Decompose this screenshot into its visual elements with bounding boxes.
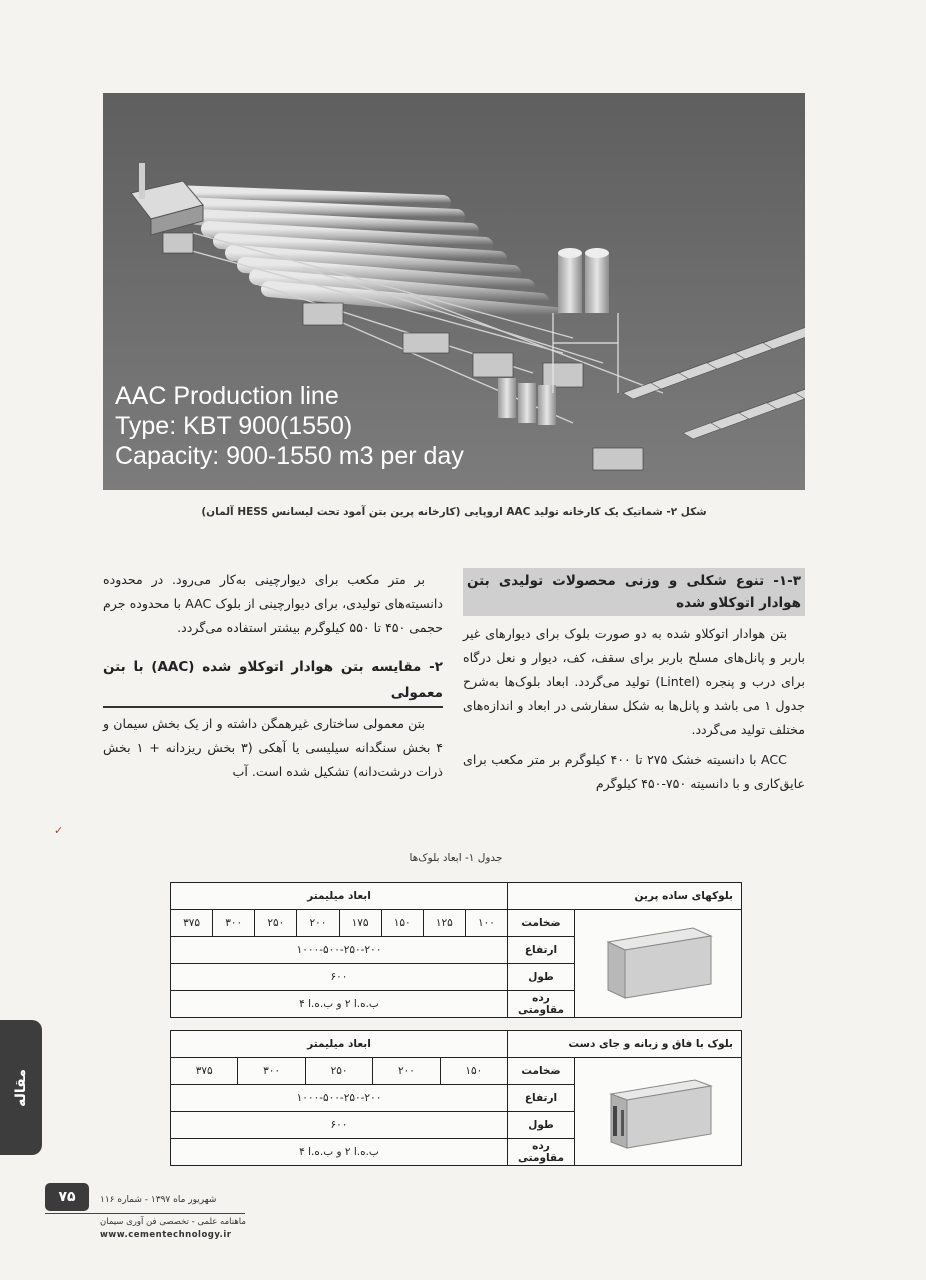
row-label-height: ارتفاع	[508, 1085, 575, 1112]
block-dimensions-table-tongue-groove	[170, 1030, 742, 1166]
margin-mark: ✓	[54, 824, 64, 837]
row-label-length: طول	[508, 964, 575, 991]
plain-block-image	[575, 910, 742, 1018]
thickness-cell: ۲۵۰	[255, 910, 297, 937]
section-side-tab	[0, 1020, 42, 1155]
section-heading-2: ۲- مقایسه بتن هوادار اتوکلاو شده (AAC) با بتن معمولی	[103, 654, 443, 708]
thickness-cell: ۲۰۰	[373, 1058, 440, 1085]
paragraph: بتن هوادار اتوکلاو شده به دو صورت بلوک برای دیوارهای غیر باربر و پانل‌های مسلح باربر برای سقف، کف، دیوار و نعل درگاه برای درب و پنجره (Lintel) تولید می‌گردد. ابعاد بلوک‌ها به‌شرح جدول ۱ می باشد و پانل‌ها به شکل سفارشی در ابعاد و اندازه‌های مختلف تولید می‌گردد.	[463, 626, 805, 737]
footer-url: www.cementechnology.ir	[100, 1230, 232, 1240]
row-label-class: رده مقاومتی	[508, 1139, 575, 1166]
figure-overlay-text	[115, 381, 464, 471]
table2-header: ابعاد میلیمتر	[171, 1031, 508, 1058]
thickness-cell: ۳۷۵	[171, 910, 213, 937]
class-cell: ب.ه.ا ۲ و ب.ه.ا ۴	[171, 1139, 508, 1166]
table-title: جدول ۱- ابعاد بلوک‌ها	[409, 852, 503, 864]
thickness-cell: ۳۰۰	[238, 1058, 305, 1085]
tongue-groove-block-image	[575, 1058, 742, 1166]
overlay-capacity: Capacity: 900-1550 m3 per day	[115, 442, 464, 470]
thickness-cell: ۱۲۵	[423, 910, 465, 937]
block-dimensions-table-plain	[170, 882, 742, 1018]
section-heading-3-1: ۱-۳- تنوع شکلی و وزنی محصولات تولیدی بتن هوادار اتوکلاو شده	[463, 568, 805, 616]
block-stack	[763, 321, 805, 349]
table1-title: بلوکهای ساده پرین	[508, 883, 742, 910]
footer-magazine: ماهنامه علمی - تخصصی فن آوری سیمان	[100, 1217, 246, 1227]
paragraph: بر متر مکعب برای دیوارچینی به‌کار می‌رود. در محدوده دانسیته‌های تولیدی، برای دیوارچینی از بلوک AAC با محدوده جرم حجمی ۴۵۰ تا ۵۵۰ کیلوگرم بیشتر استفاده می‌گردد.	[103, 572, 443, 635]
table1-header: ابعاد میلیمتر	[171, 883, 508, 910]
footer-issue: شهریور ماه ۱۳۹۷ - شماره ۱۱۶	[100, 1195, 217, 1205]
row-label-thickness: ضخامت	[508, 910, 575, 937]
footer-divider	[45, 1213, 245, 1214]
length-cell: ۶۰۰	[171, 964, 508, 991]
production-line-figure	[103, 93, 805, 490]
height-cell: ۱۰۰۰-۵۰۰-۲۵۰-۲۰۰	[171, 1085, 508, 1112]
page-number: ۷۵	[45, 1183, 89, 1211]
thickness-cell: ۲۵۰	[305, 1058, 372, 1085]
figure-caption: شکل ۲- شماتیک یک کارخانه تولید AAC اروپایی (کارخانه پرین بتن آمود تحت لیسانس HESS آلمان)	[201, 506, 707, 518]
thickness-cell: ۱۷۵	[339, 910, 381, 937]
paragraph: ACC با دانسیته خشک ۲۷۵ تا ۴۰۰ کیلوگرم بر متر مکعب برای عایق‌کاری و با دانسیته ۷۵۰-۴۵۰ کیلوگرم	[463, 752, 805, 791]
table2-title: بلوک با فاق و زبانه و جای دست	[508, 1031, 742, 1058]
thickness-cell: ۱۵۰	[440, 1058, 507, 1085]
overlay-type: Type: KBT 900(1550)	[115, 412, 353, 440]
right-column	[463, 568, 805, 796]
thickness-cell: ۱۰۰	[465, 910, 507, 937]
row-label-length: طول	[508, 1112, 575, 1139]
side-tab-label: مقاله	[13, 1068, 29, 1107]
row-label-class: رده مقاومتی	[508, 991, 575, 1018]
paragraph: بتن معمولی ساختاری غیرهمگن داشته و از یک بخش سیمان و ۴ بخش سنگدانه سیلیسی یا آهکی (۳ بخش ریزدانه + ۱ بخش ذرات درشت‌دانه) تشکیل شده است. آب	[103, 716, 443, 779]
thickness-cell: ۱۵۰	[381, 910, 423, 937]
thickness-cell: ۳۰۰	[213, 910, 255, 937]
height-cell: ۱۰۰۰-۵۰۰-۲۵۰-۲۰۰	[171, 937, 508, 964]
thickness-cell: ۲۰۰	[297, 910, 339, 937]
overlay-title: AAC Production line	[115, 382, 339, 410]
thickness-cell: ۳۷۵	[171, 1058, 238, 1085]
class-cell: ب.ه.ا ۲ و ب.ه.ا ۴	[171, 991, 508, 1018]
length-cell: ۶۰۰	[171, 1112, 508, 1139]
row-label-thickness: ضخامت	[508, 1058, 575, 1085]
row-label-height: ارتفاع	[508, 937, 575, 964]
left-column	[103, 568, 443, 784]
